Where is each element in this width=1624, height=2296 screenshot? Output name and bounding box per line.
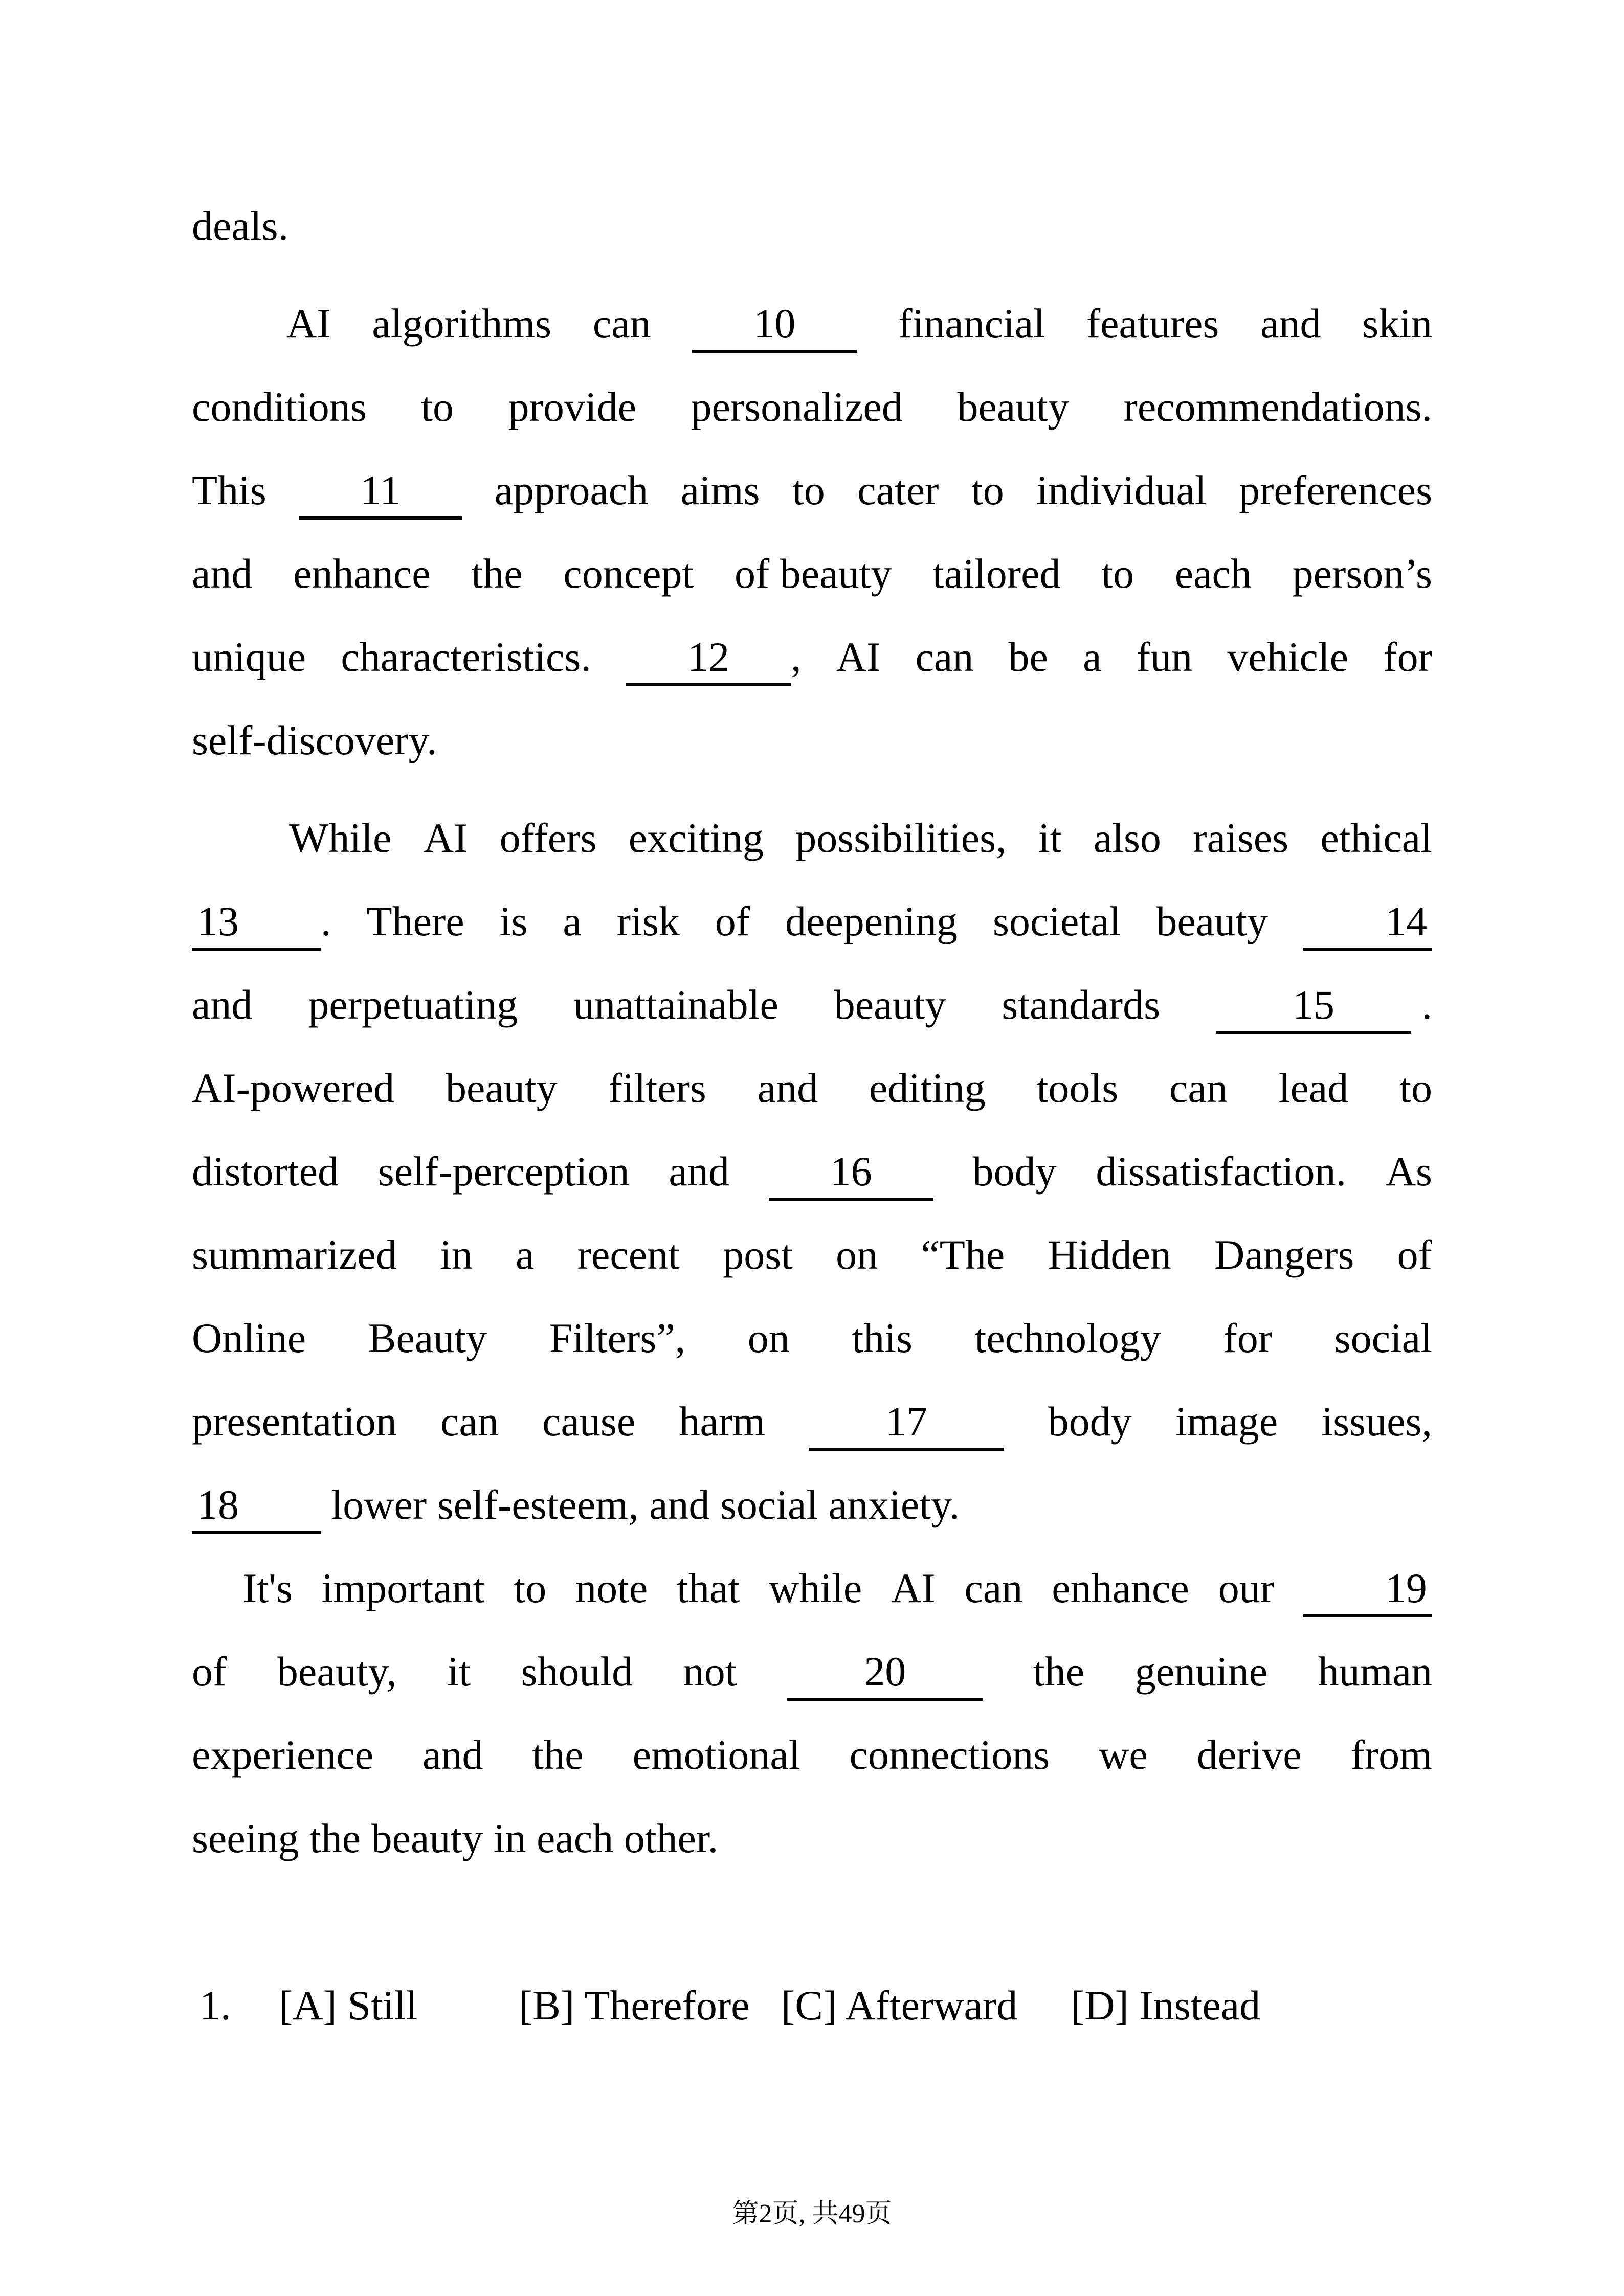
word: unattainable	[573, 981, 778, 1028]
word: a	[516, 1231, 535, 1278]
blank-18	[192, 1481, 321, 1528]
word: editing	[869, 1065, 986, 1111]
question-number: 1.	[199, 1982, 231, 2029]
word: the	[471, 550, 523, 597]
passage-line	[192, 796, 1432, 880]
word: provide	[508, 384, 636, 430]
word: recommendations.	[1123, 384, 1432, 430]
word: derive	[1196, 1731, 1302, 1778]
word: preferences	[1239, 467, 1432, 513]
word: individual	[1036, 467, 1207, 513]
blank-10	[692, 282, 857, 365]
word: “The	[921, 1231, 1005, 1278]
word: can	[1169, 1065, 1228, 1111]
blank-underline: 12	[626, 633, 791, 686]
word: it	[1038, 815, 1062, 861]
passage-line	[192, 1796, 1432, 1880]
word: and	[192, 981, 253, 1028]
word: not	[683, 1648, 737, 1695]
word: self-discovery.	[192, 717, 437, 763]
word: There	[366, 898, 464, 944]
word: lower self-esteem, and social anxiety.	[331, 1481, 960, 1528]
option-a	[279, 1964, 519, 2047]
option-a-text: Still	[347, 1982, 418, 2029]
option-d-label: [D]	[1071, 1982, 1129, 2029]
word: This	[192, 467, 266, 513]
word: As	[1385, 1148, 1432, 1195]
blank-underline: 10	[692, 300, 857, 353]
passage-line	[192, 282, 1432, 365]
word: fun	[1136, 634, 1193, 680]
word: cause	[542, 1398, 636, 1445]
blank-17	[809, 1380, 1004, 1463]
word: filters	[608, 1065, 706, 1111]
blank-20	[787, 1630, 983, 1713]
word: lead	[1278, 1065, 1349, 1111]
word: to	[792, 467, 825, 513]
word: raises	[1193, 815, 1288, 861]
word: Beauty	[368, 1315, 487, 1361]
blank-underline: 17	[809, 1398, 1004, 1451]
word: financial	[898, 300, 1045, 347]
option-a-label: [A]	[279, 1982, 337, 2029]
word: deals.	[192, 202, 288, 249]
word: and	[192, 550, 253, 597]
word: characteristics.	[341, 634, 591, 680]
blank-underline: 13	[192, 897, 321, 951]
word: of	[715, 898, 750, 944]
word: on	[747, 1315, 790, 1361]
question-1-row	[199, 1964, 1260, 2047]
word: possibilities,	[795, 815, 1007, 861]
word: from	[1350, 1731, 1432, 1778]
option-c-text: Afterward	[845, 1982, 1018, 2029]
word: and	[422, 1731, 483, 1778]
word: personalized	[691, 384, 903, 430]
passage-line	[192, 1296, 1432, 1380]
word: and	[1260, 300, 1321, 347]
word: emotional	[632, 1731, 800, 1778]
word: skin	[1362, 300, 1432, 347]
word: of beauty	[734, 550, 892, 597]
word: the	[532, 1731, 584, 1778]
passage-line	[192, 448, 1432, 532]
word: beauty,	[277, 1648, 397, 1695]
word: deepening	[785, 898, 958, 944]
word: should	[521, 1648, 633, 1695]
option-b-text: Therefore	[584, 1982, 750, 2029]
word: offers	[499, 815, 597, 861]
word: Online	[192, 1315, 306, 1361]
word: Filters”,	[549, 1315, 686, 1361]
word: presentation	[192, 1398, 397, 1445]
word: in	[440, 1231, 473, 1278]
word: ethical	[1320, 815, 1432, 861]
blank-underline: 20	[787, 1648, 983, 1701]
word: Dangers	[1214, 1231, 1354, 1278]
word: and	[757, 1065, 818, 1111]
word: of	[1397, 1231, 1432, 1278]
word: beauty	[1156, 898, 1268, 944]
word: perpetuating	[308, 981, 518, 1028]
passage-line	[192, 963, 1432, 1046]
blank-underline: 11	[299, 466, 462, 520]
word: risk	[616, 898, 680, 944]
passage-line	[192, 1380, 1432, 1463]
word: algorithms	[372, 300, 552, 347]
word: this	[852, 1315, 913, 1361]
passage-line	[192, 1713, 1432, 1796]
blank-underline: 16	[769, 1147, 933, 1201]
word: to	[971, 467, 1004, 513]
page-footer: 第2页, 共49页	[732, 2199, 892, 2229]
blank-14	[1303, 880, 1432, 963]
word: enhance	[1052, 1565, 1189, 1611]
word: a	[1083, 634, 1102, 680]
word: note	[575, 1565, 648, 1611]
passage	[192, 184, 1432, 1880]
word: can	[592, 300, 651, 347]
blank-underline: 14	[1303, 897, 1432, 951]
passage-line	[192, 1630, 1432, 1713]
word: human	[1318, 1648, 1432, 1695]
word: AI-powered	[192, 1065, 395, 1111]
word: harm	[679, 1398, 765, 1445]
word: for	[1223, 1315, 1273, 1361]
blank-16	[769, 1130, 933, 1213]
word: AI	[891, 1565, 936, 1611]
word: technology	[974, 1315, 1161, 1361]
passage-line	[192, 1463, 1432, 1546]
word: vehicle	[1227, 634, 1349, 680]
word: is	[499, 898, 528, 944]
word: important	[321, 1565, 485, 1611]
word: while	[769, 1565, 862, 1611]
passage-line	[192, 365, 1432, 448]
word: aims	[680, 467, 760, 513]
option-c	[781, 1964, 1071, 2047]
blank-12: 12 ,	[626, 615, 802, 699]
option-d-text: Instead	[1139, 1982, 1261, 2029]
word: can	[964, 1565, 1023, 1611]
word: of	[192, 1648, 227, 1695]
word: distorted	[192, 1148, 339, 1195]
word: and	[669, 1148, 729, 1195]
word: body	[1048, 1398, 1132, 1445]
word: for	[1383, 634, 1432, 680]
word: beauty	[957, 384, 1070, 430]
word: genuine	[1134, 1648, 1268, 1695]
word: societal	[992, 898, 1121, 944]
word: self-perception	[377, 1148, 630, 1195]
option-c-label: [C]	[781, 1982, 837, 2029]
blank-underline: 15	[1216, 981, 1411, 1034]
word: concept	[563, 550, 694, 597]
word: social	[1334, 1315, 1432, 1361]
word: our	[1218, 1565, 1275, 1611]
word: enhance	[293, 550, 431, 597]
word: connections	[849, 1731, 1050, 1778]
word: AI	[286, 300, 331, 347]
word: be	[1008, 634, 1048, 680]
word: body	[972, 1148, 1057, 1195]
word: approach	[494, 467, 649, 513]
word: to	[1101, 550, 1134, 597]
word: can	[440, 1398, 499, 1445]
word: AI	[836, 634, 881, 680]
word: recent	[577, 1231, 680, 1278]
word: a	[563, 898, 582, 944]
word: that	[677, 1565, 740, 1611]
word: beauty	[446, 1065, 558, 1111]
word: summarized	[192, 1231, 397, 1278]
passage-line	[192, 699, 1432, 782]
word: unique	[192, 634, 306, 680]
option-b-label: [B]	[519, 1982, 575, 2029]
passage-line	[192, 532, 1432, 615]
word: seeing the beauty in each other.	[192, 1815, 719, 1861]
word: person’s	[1292, 550, 1432, 597]
blank-11	[299, 448, 462, 532]
word: also	[1093, 815, 1161, 861]
word: cater	[857, 467, 939, 513]
word: it	[447, 1648, 471, 1695]
option-d	[1071, 1964, 1260, 2047]
passage-line	[192, 615, 1432, 699]
word: conditions	[192, 384, 367, 430]
word: on	[836, 1231, 878, 1278]
word: AI	[423, 815, 468, 861]
word: tools	[1036, 1065, 1119, 1111]
word: to	[1399, 1065, 1432, 1111]
word: It's	[243, 1565, 293, 1611]
blank-underline: 19	[1303, 1564, 1432, 1617]
word: to	[421, 384, 454, 430]
blank-15: 15 .	[1216, 963, 1432, 1046]
word: standards	[1002, 981, 1160, 1028]
blank-underline: 18	[192, 1481, 321, 1534]
word: image	[1175, 1398, 1278, 1445]
word: issues,	[1321, 1398, 1432, 1445]
word: we	[1099, 1731, 1148, 1778]
word: the	[1033, 1648, 1084, 1695]
passage-line	[192, 184, 1432, 267]
word: features	[1086, 300, 1219, 347]
passage-line	[192, 1213, 1432, 1296]
passage-line	[192, 1130, 1432, 1213]
blank-19	[1303, 1546, 1432, 1630]
word: to	[514, 1565, 547, 1611]
word: Hidden	[1048, 1231, 1171, 1278]
word: beauty	[834, 981, 946, 1028]
passage-line	[192, 1046, 1432, 1130]
word: While	[289, 815, 392, 861]
blank-13: 13 .	[192, 880, 331, 963]
word: each	[1174, 550, 1252, 597]
word: experience	[192, 1731, 374, 1778]
passage-line	[192, 880, 1432, 963]
option-b	[519, 1964, 781, 2047]
word: tailored	[932, 550, 1061, 597]
passage-line	[192, 1546, 1432, 1630]
word: can	[915, 634, 974, 680]
word: exciting	[628, 815, 764, 861]
word: post	[723, 1231, 793, 1278]
word: dissatisfaction.	[1096, 1148, 1346, 1195]
